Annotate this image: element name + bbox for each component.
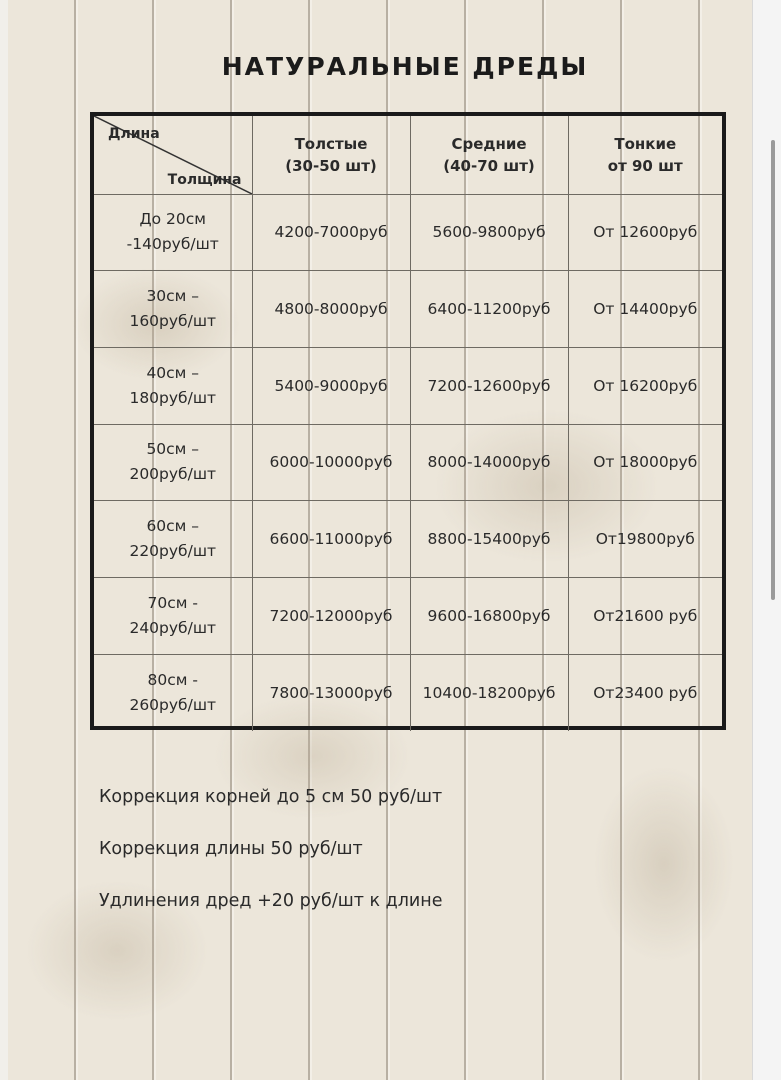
length-cell: 80см - 260руб/шт (94, 654, 252, 731)
table-row (94, 424, 722, 501)
price-cell-medium: 8000-14000руб (410, 424, 568, 501)
price-cell-thin: От 16200руб (568, 347, 722, 424)
price-cell-medium: 9600-16800руб (410, 577, 568, 654)
price-cell-thick: 6600-11000руб (252, 501, 410, 578)
price-cell-medium: 8800-15400руб (410, 501, 568, 578)
price-cell-thick: 7800-13000руб (252, 654, 410, 731)
service-notes (99, 784, 719, 940)
column-header-thick (252, 116, 410, 194)
note-root-correction: Коррекция корней до 5 см 50 руб/шт (99, 787, 443, 807)
corner-label-length: Длина (108, 126, 160, 142)
price-cell-medium: 5600-9800руб (410, 194, 568, 271)
column-header-count: (30-50 шт) (285, 156, 377, 175)
scrollbar-thumb[interactable] (771, 140, 775, 600)
corner-cell (94, 116, 252, 194)
table-row (94, 501, 722, 578)
length-cell: 70см - 240руб/шт (94, 577, 252, 654)
note-extension: Удлинения дред +20 руб/шт к длине (99, 891, 443, 911)
price-cell-thick: 7200-12000руб (252, 577, 410, 654)
price-cell-thick: 4800-8000руб (252, 271, 410, 348)
table-row (94, 654, 722, 731)
price-cell-medium: 7200-12600руб (410, 347, 568, 424)
table-row (94, 194, 722, 271)
table-row (94, 271, 722, 348)
column-header-count: от 90 шт (607, 156, 683, 175)
column-header-medium (410, 116, 568, 194)
note-length-correction: Коррекция длины 50 руб/шт (99, 839, 363, 859)
price-cell-thin: От21600 руб (568, 577, 722, 654)
price-cell-thin: От 14400руб (568, 271, 722, 348)
page-title: НАТУРАЛЬНЫЕ ДРЕДЫ (221, 52, 589, 81)
price-cell-medium: 6400-11200руб (410, 271, 568, 348)
table-header-row (94, 116, 722, 194)
price-cell-thick: 5400-9000руб (252, 347, 410, 424)
price-cell-thin: От 12600руб (568, 194, 722, 271)
column-header-label: Толстые (294, 134, 368, 153)
left-edge (0, 0, 8, 1080)
column-header-label: Тонкие (614, 134, 677, 153)
price-cell-thick: 6000-10000руб (252, 424, 410, 501)
price-cell-thin: От23400 руб (568, 654, 722, 731)
column-header-count: (40-70 шт) (443, 156, 535, 175)
price-cell-medium: 10400-18200руб (410, 654, 568, 731)
table-row (94, 347, 722, 424)
column-header-label: Средние (451, 134, 527, 153)
price-cell-thick: 4200-7000руб (252, 194, 410, 271)
length-cell: 40см – 180руб/шт (94, 347, 252, 424)
length-cell: 50см – 200руб/шт (94, 424, 252, 501)
length-cell: 60см – 220руб/шт (94, 501, 252, 578)
price-cell-thin: От19800руб (568, 501, 722, 578)
price-cell-thin: От 18000руб (568, 424, 722, 501)
scrollbar-track[interactable] (752, 0, 781, 1080)
length-cell: 30см – 160руб/шт (94, 271, 252, 348)
column-header-thin (568, 116, 722, 194)
price-table-grid (94, 116, 722, 731)
price-table (90, 112, 726, 730)
corner-label-thickness: Толщина (167, 171, 242, 188)
length-cell: До 20см -140руб/шт (94, 194, 252, 271)
table-row (94, 577, 722, 654)
